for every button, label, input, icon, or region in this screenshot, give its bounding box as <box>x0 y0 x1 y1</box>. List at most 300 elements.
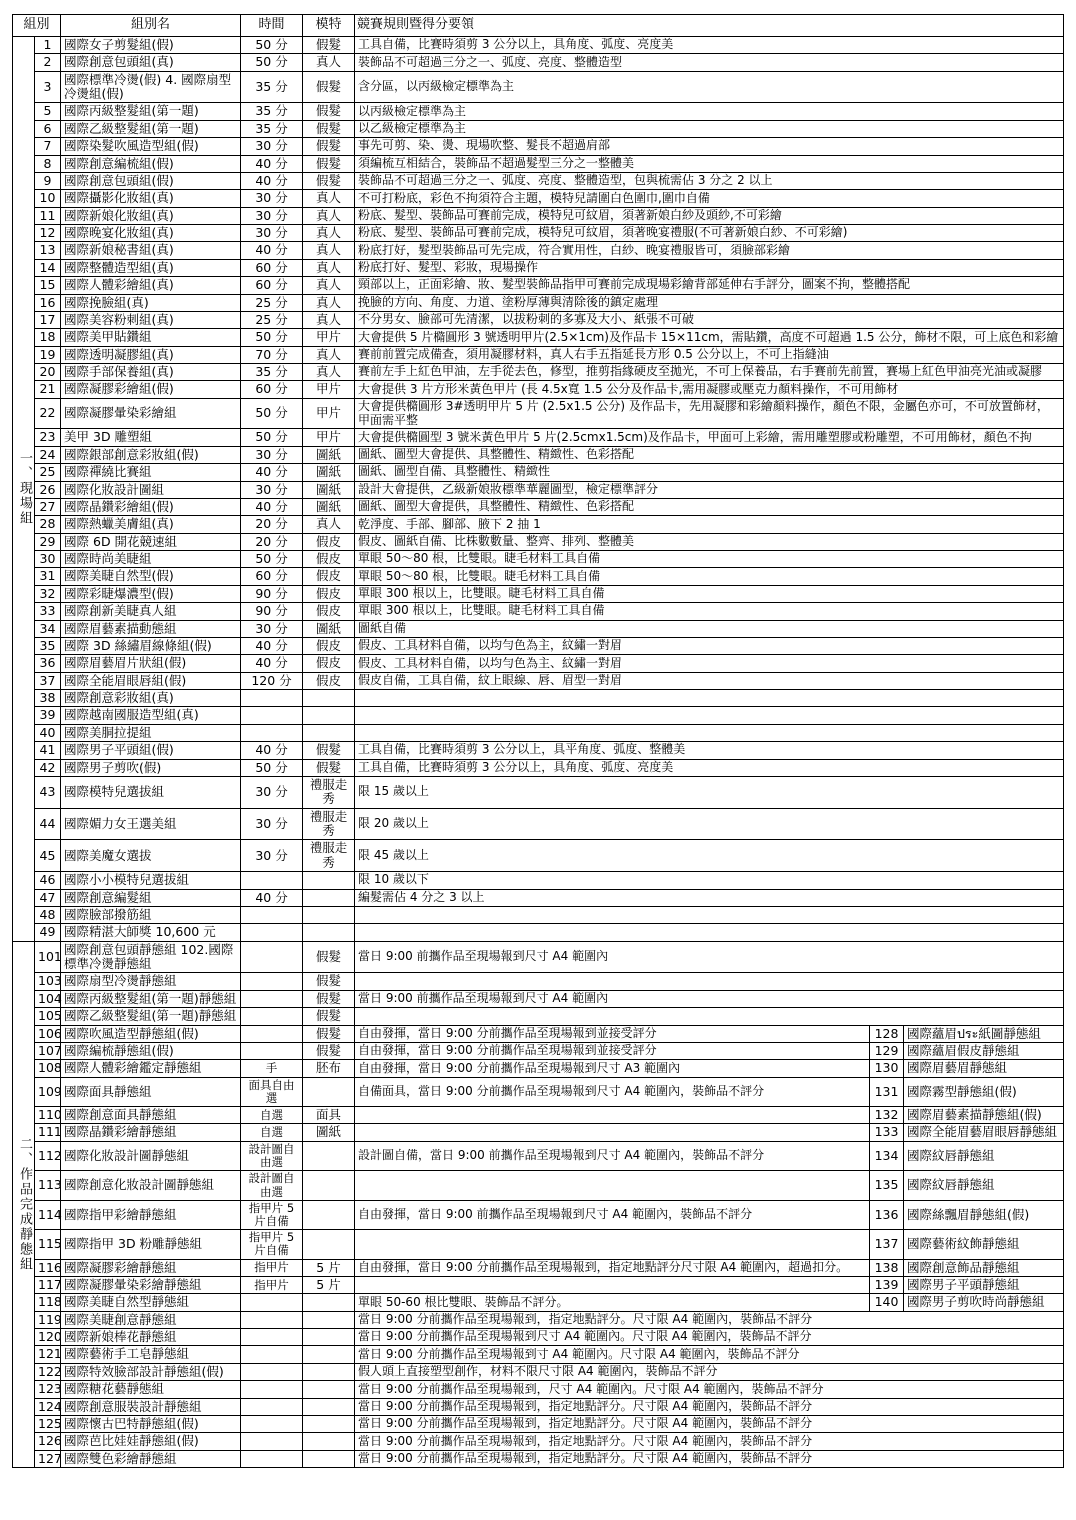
row-time <box>241 1329 303 1346</box>
table-row <box>13 568 1064 585</box>
row-rule: 自由發揮，當日 9:00 分前攜作品至現場報到並接受評分 <box>355 1025 870 1042</box>
row-no: 46 <box>35 872 61 889</box>
table-row <box>13 346 1064 363</box>
row-time: 60 分 <box>241 381 303 398</box>
row-time: 30 分 <box>241 620 303 637</box>
row-model: 假皮 <box>303 637 355 654</box>
row-no: 49 <box>35 924 61 941</box>
table-row <box>13 603 1064 620</box>
row-rule: 當日 9:00 分前攜作品至現場報到，尺寸 A4 範圍內。尺寸限 A4 範圍內，裝飾品不評分 <box>355 1381 1064 1398</box>
row-model <box>303 889 355 906</box>
row-model <box>303 1398 355 1415</box>
row-model <box>303 924 355 941</box>
table-row <box>13 446 1064 463</box>
row-rule <box>355 906 1064 923</box>
row-model: 5 片 <box>303 1259 355 1276</box>
row-no: 115 <box>35 1230 61 1259</box>
row-no: 125 <box>35 1415 61 1432</box>
row-time: 60 分 <box>241 568 303 585</box>
table-row <box>13 1329 1064 1346</box>
row-no: 39 <box>35 707 61 724</box>
row-rule: 以丙級檢定標準為主 <box>355 103 1064 120</box>
table-row <box>13 690 1064 707</box>
row-name: 美甲 3D 雕塑組 <box>61 429 241 446</box>
row-rule: 須編梳互相結合，裝飾品不超過髮型三分之一整體美 <box>355 155 1064 172</box>
row-time: 30 分 <box>241 225 303 242</box>
row-no: 44 <box>35 808 61 840</box>
header-model: 模特 <box>303 15 355 37</box>
row-rule: 假人頭上直接塑型創作，材料不限尺寸限 A4 範圍內，裝飾品不評分 <box>355 1363 1064 1380</box>
row-rule: 粉底打好、髮型、彩妝，現場操作 <box>355 259 1064 276</box>
row-model: 甲片 <box>303 398 355 429</box>
row-no: 107 <box>35 1042 61 1059</box>
row-time <box>241 1363 303 1380</box>
row-model: 假髮 <box>303 155 355 172</box>
table-row <box>13 242 1064 259</box>
row-no: 14 <box>35 259 61 276</box>
row-rule: 粉底、髮型、裝飾品可賽前完成，模特兒可紋眉，須著新娘白紗及頭紗,不可彩繪 <box>355 207 1064 224</box>
table-row <box>13 398 1064 429</box>
row-extra-name: 國際藝術紋飾靜態組 <box>904 1230 1064 1259</box>
row-rule: 自由發揮，當日 9:00 前攜作品至現場報到尺寸 A4 範圍內，裝飾品不評分 <box>355 1200 870 1229</box>
row-time: 35 分 <box>241 71 303 103</box>
row-extra-name: 國際眉藝素描靜態組(假) <box>904 1107 1064 1124</box>
row-rule: 賽前前置完成備查，須用凝膠材料，真人右手五指延長方形 0.5 公分以上，不可上指縫油 <box>355 346 1064 363</box>
row-name: 國際晶鑽彩繪靜態組 <box>61 1124 241 1141</box>
row-rule: 自由發揮，當日 9:00 分前攜作品至現場報到，指定地點評分尺寸限 A4 範圍內，超過扣分。 <box>355 1259 870 1276</box>
row-time <box>241 724 303 741</box>
row-rule: 限 45 歲以上 <box>355 840 1064 872</box>
row-extra-no: 139 <box>870 1276 904 1293</box>
row-time: 指甲片 5 片自備 <box>241 1200 303 1229</box>
table-row <box>13 155 1064 172</box>
row-model: 真人 <box>303 54 355 71</box>
row-name: 國際乙級整髮組(第一題)靜態組 <box>61 1008 241 1025</box>
row-name: 國際彩睫爆濃型(假) <box>61 585 241 602</box>
row-time: 40 分 <box>241 889 303 906</box>
row-rule: 假皮、工具材料自備，以均勻色為主、紋繡一對眉 <box>355 655 1064 672</box>
row-name: 國際創意包頭組(假) <box>61 172 241 189</box>
row-time: 60 分 <box>241 259 303 276</box>
row-model: 假皮 <box>303 585 355 602</box>
row-model: 甲片 <box>303 381 355 398</box>
row-no: 13 <box>35 242 61 259</box>
row-rule: 設計大會提供，乙級新娘妝標準華麗圖型，檢定標準評分 <box>355 481 1064 498</box>
row-no: 121 <box>35 1346 61 1363</box>
row-model: 真人 <box>303 259 355 276</box>
row-rule: 單眼 300 根以上，比雙眼。睫毛材料工具自備 <box>355 585 1064 602</box>
row-time: 90 分 <box>241 585 303 602</box>
row-no: 126 <box>35 1433 61 1450</box>
row-model: 假髮 <box>303 941 355 973</box>
row-extra-no: 135 <box>870 1171 904 1200</box>
row-model: 假髮 <box>303 742 355 759</box>
row-extra-name: 國際創意飾品靜態組 <box>904 1259 1064 1276</box>
row-name: 國際創意化妝設計圖靜態組 <box>61 1171 241 1200</box>
row-time: 50 分 <box>241 329 303 346</box>
row-rule: 自由發揮，當日 9:00 分前攜作品至現場報到尺寸 A3 範圍內 <box>355 1060 870 1077</box>
row-extra-no: 133 <box>870 1124 904 1141</box>
row-rule: 當日 9:00 分前攜作品至現場報到寸 A4 範圍內。尺寸限 A4 範圍內，裝飾品不評分 <box>355 1346 1064 1363</box>
row-model: 胚布 <box>303 1060 355 1077</box>
row-model: 圖紙 <box>303 464 355 481</box>
row-name: 國際芭比娃娃靜態組(假) <box>61 1433 241 1450</box>
row-rule: 裝飾品不可超過三分之一、弧度、亮度、整體造型 <box>355 54 1064 71</box>
row-no: 112 <box>35 1141 61 1170</box>
row-name: 國際透明凝膠組(真) <box>61 346 241 363</box>
row-no: 116 <box>35 1259 61 1276</box>
row-name: 國際時尚美睫組 <box>61 551 241 568</box>
row-rule: 單眼 50～80 根，比雙眼。睫毛材料工具自備 <box>355 551 1064 568</box>
row-model: 假皮 <box>303 551 355 568</box>
row-extra-name: 國際男子剪吹時尚靜態組 <box>904 1294 1064 1311</box>
row-no: 101 <box>35 941 61 973</box>
row-model: 假髮 <box>303 36 355 53</box>
table-row <box>13 277 1064 294</box>
row-model: 真人 <box>303 225 355 242</box>
row-time: 60 分 <box>241 277 303 294</box>
row-model: 假皮 <box>303 655 355 672</box>
row-model <box>303 1346 355 1363</box>
row-no: 47 <box>35 889 61 906</box>
row-no: 6 <box>35 120 61 137</box>
table-row <box>13 906 1064 923</box>
row-no: 103 <box>35 973 61 990</box>
row-name: 國際丙級整髮組(第一題) <box>61 103 241 120</box>
table-row <box>13 551 1064 568</box>
row-rule: 假皮自備，工具自備，紋上眼線、唇、眉型一對眉 <box>355 672 1064 689</box>
table-row <box>13 464 1064 481</box>
row-no: 23 <box>35 429 61 446</box>
row-model <box>303 1363 355 1380</box>
row-no: 10 <box>35 190 61 207</box>
row-model: 5 片 <box>303 1276 355 1293</box>
row-no: 17 <box>35 311 61 328</box>
row-no: 8 <box>35 155 61 172</box>
row-name: 國際男子剪吹(假) <box>61 759 241 776</box>
row-name: 國際指甲彩繪靜態組 <box>61 1200 241 1229</box>
table-row <box>13 1311 1064 1328</box>
row-no: 111 <box>35 1124 61 1141</box>
row-no: 26 <box>35 481 61 498</box>
row-name: 國際創意彩妝組(真) <box>61 690 241 707</box>
row-time: 自選 <box>241 1107 303 1124</box>
row-model: 假髮 <box>303 120 355 137</box>
header-name: 組別名 <box>61 15 241 37</box>
row-rule: 圖紙、圖型大會提供、具整體性、精緻性、色彩搭配 <box>355 446 1064 463</box>
row-time: 40 分 <box>241 172 303 189</box>
table-row <box>13 364 1064 381</box>
row-time: 40 分 <box>241 655 303 672</box>
row-no: 30 <box>35 551 61 568</box>
row-model: 圖紙 <box>303 446 355 463</box>
row-no: 106 <box>35 1025 61 1042</box>
row-name: 國際手部保養組(真) <box>61 364 241 381</box>
row-name: 國際媚力女王選美組 <box>61 808 241 840</box>
row-rule: 大會提供橢圓型 3 號米黃色甲片 5 片(2.5cmx1.5cm)及作品卡，甲面可上彩繪，需用雕塑膠或粉雕塑，不可用飾材，顏色不拘 <box>355 429 1064 446</box>
row-time: 自選 <box>241 1124 303 1141</box>
row-rule: 自備面具，當日 9:00 分前攜作品至現場報到尺寸 A4 範圍內，裝飾品不評分 <box>355 1077 870 1106</box>
row-no: 27 <box>35 498 61 515</box>
row-model <box>303 1294 355 1311</box>
row-time <box>241 1398 303 1415</box>
table-row <box>13 1141 1064 1170</box>
table-row <box>13 259 1064 276</box>
table-row <box>13 429 1064 446</box>
row-model: 真人 <box>303 364 355 381</box>
row-model: 圖紙 <box>303 498 355 515</box>
row-model <box>303 1381 355 1398</box>
row-rule <box>355 690 1064 707</box>
row-model <box>303 872 355 889</box>
row-model: 假髮 <box>303 138 355 155</box>
table-row <box>13 311 1064 328</box>
row-name: 國際禪繞比賽組 <box>61 464 241 481</box>
row-name: 國際懷古巴特靜態組(假) <box>61 1415 241 1432</box>
table-row <box>13 1433 1064 1450</box>
table-row <box>13 498 1064 515</box>
row-model <box>303 690 355 707</box>
row-model: 禮服走秀 <box>303 776 355 808</box>
row-no: 113 <box>35 1171 61 1200</box>
row-no: 3 <box>35 71 61 103</box>
table-row <box>13 1276 1064 1293</box>
row-model <box>303 1171 355 1200</box>
header-section: 組別 <box>13 15 61 37</box>
row-rule: 大會提供 5 片橢圓形 3 號透明甲片(2.5×1cm)及作品卡 15×11cm，需貼鑽，高度不可超過 1.5 公分，飾材不限，可上底色和彩繪 <box>355 329 1064 346</box>
row-model: 圖紙 <box>303 1124 355 1141</box>
row-rule: 工具自備，比賽時須剪 3 公分以上，具平角度、弧度、整體美 <box>355 742 1064 759</box>
row-model <box>303 1311 355 1328</box>
row-name: 國際臉部撥筋組 <box>61 906 241 923</box>
row-name: 國際美睫自然型(假) <box>61 568 241 585</box>
row-model <box>303 906 355 923</box>
row-time: 指甲片 <box>241 1276 303 1293</box>
row-model: 假髮 <box>303 1008 355 1025</box>
row-rule: 乾淨度、手部、腳部、腋下 2 抽 1 <box>355 516 1064 533</box>
row-model: 假皮 <box>303 533 355 550</box>
row-model: 禮服走秀 <box>303 808 355 840</box>
row-time: 35 分 <box>241 103 303 120</box>
row-time <box>241 872 303 889</box>
row-time: 90 分 <box>241 603 303 620</box>
row-model <box>303 1433 355 1450</box>
table-row <box>13 190 1064 207</box>
table-row <box>13 742 1064 759</box>
row-name: 國際人體彩繪鑑定靜態組 <box>61 1060 241 1077</box>
row-time <box>241 1042 303 1059</box>
table-row <box>13 533 1064 550</box>
row-extra-name: 國際霧型靜態組(假) <box>904 1077 1064 1106</box>
row-time: 面具自由選 <box>241 1077 303 1106</box>
row-name: 國際創意面具靜態組 <box>61 1107 241 1124</box>
row-name: 國際化妝設計圖組 <box>61 481 241 498</box>
row-name: 國際標準冷燙(假) 4. 國際扇型冷燙組(假) <box>61 71 241 103</box>
table-row <box>13 620 1064 637</box>
row-no: 25 <box>35 464 61 481</box>
row-no: 28 <box>35 516 61 533</box>
table-row <box>13 1450 1064 1467</box>
row-no: 21 <box>35 381 61 398</box>
row-model: 真人 <box>303 242 355 259</box>
table-row <box>13 889 1064 906</box>
row-extra-name: 國際眉藝眉靜態組 <box>904 1060 1064 1077</box>
row-name: 國際新娘棒花靜態組 <box>61 1329 241 1346</box>
row-name: 國際美胴拉提組 <box>61 724 241 741</box>
row-rule: 假皮、圖紙自備、比株數數量、整齊、排列、整體美 <box>355 533 1064 550</box>
table-row <box>13 1346 1064 1363</box>
row-time: 40 分 <box>241 637 303 654</box>
row-name: 國際雙色彩繪靜態組 <box>61 1450 241 1467</box>
row-model: 真人 <box>303 516 355 533</box>
row-time <box>241 1025 303 1042</box>
table-row <box>13 1124 1064 1141</box>
row-rule: 圖紙、圖型大會提供，具整體性、精緻性、色彩搭配 <box>355 498 1064 515</box>
row-rule: 當日 9:00 分前攜作品至現場報到，指定地點評分。尺寸限 A4 範圍內，裝飾品不評分 <box>355 1398 1064 1415</box>
row-rule: 自由發揮，當日 9:00 分前攜作品至現場報到並接受評分 <box>355 1042 870 1059</box>
row-name: 國際乙級整髮組(第一題) <box>61 120 241 137</box>
row-extra-name: 國際紋唇靜態組 <box>904 1141 1064 1170</box>
table-row <box>13 1363 1064 1380</box>
row-model: 甲片 <box>303 429 355 446</box>
row-no: 105 <box>35 1008 61 1025</box>
row-no: 31 <box>35 568 61 585</box>
row-model <box>303 1450 355 1467</box>
row-model <box>303 1230 355 1259</box>
row-time <box>241 1346 303 1363</box>
row-rule <box>355 1276 870 1293</box>
row-model: 假髮 <box>303 973 355 990</box>
row-model <box>303 707 355 724</box>
row-extra-no: 131 <box>870 1077 904 1106</box>
row-no: 18 <box>35 329 61 346</box>
table-row <box>13 724 1064 741</box>
row-no: 32 <box>35 585 61 602</box>
row-no: 43 <box>35 776 61 808</box>
table-row <box>13 1025 1064 1042</box>
row-time <box>241 1415 303 1432</box>
row-rule: 事先可剪、染、燙、現場吹整、髮長不超過肩部 <box>355 138 1064 155</box>
table-row <box>13 1230 1064 1259</box>
table-row <box>13 225 1064 242</box>
row-time: 50 分 <box>241 54 303 71</box>
row-name: 國際美甲貼鑽組 <box>61 329 241 346</box>
row-model: 真人 <box>303 190 355 207</box>
row-extra-name: 國際蘊眉假皮靜態組 <box>904 1042 1064 1059</box>
table-row <box>13 1398 1064 1415</box>
table-row <box>13 655 1064 672</box>
row-time <box>241 1450 303 1467</box>
row-rule <box>355 1107 870 1124</box>
row-rule: 裝飾品不可超過三分之一、弧度、亮度、整體造型，包與梳需佔 3 分之 2 以上 <box>355 172 1064 189</box>
row-rule: 限 20 歲以上 <box>355 808 1064 840</box>
row-no: 108 <box>35 1060 61 1077</box>
row-rule: 大會提供橢圓形 3#透明甲片 5 片 (2.5x1.5 公分) 及作品卡，先用凝膠和彩繪顏料操作，顏色不限，金屬色亦可，不可放置飾材，甲面需平整 <box>355 398 1064 429</box>
section-label-1: 一、現場組 <box>13 36 35 941</box>
row-no: 104 <box>35 990 61 1007</box>
row-name: 國際整體造型組(真) <box>61 259 241 276</box>
table-row <box>13 329 1064 346</box>
row-rule: 含分區，以丙級檢定標準為主 <box>355 71 1064 103</box>
row-model: 圖紙 <box>303 481 355 498</box>
row-rule: 粉底打好，髮型裝飾品可先完成，符合實用性，白紗、晚宴禮服皆可，須臉部彩繪 <box>355 242 1064 259</box>
row-rule <box>355 707 1064 724</box>
row-time: 40 分 <box>241 464 303 481</box>
row-extra-name: 國際男子平頭靜態組 <box>904 1276 1064 1293</box>
row-model <box>303 1415 355 1432</box>
table-row <box>13 1060 1064 1077</box>
row-name: 國際吹風造型靜態組(假) <box>61 1025 241 1042</box>
table-body <box>13 15 1064 1468</box>
row-rule <box>355 973 1064 990</box>
row-extra-name: 國際蘊眉ประ紙圖靜態組 <box>904 1025 1064 1042</box>
table-row <box>13 481 1064 498</box>
row-name: 國際新娘化妝組(真) <box>61 207 241 224</box>
row-model: 假皮 <box>303 672 355 689</box>
row-time: 50 分 <box>241 36 303 53</box>
row-name: 國際丙級整髮組(第一題)靜態組 <box>61 990 241 1007</box>
row-time <box>241 906 303 923</box>
row-name: 國際創意編髮組 <box>61 889 241 906</box>
table-header-row <box>13 15 1064 37</box>
row-extra-name: 國際紋唇靜態組 <box>904 1171 1064 1200</box>
row-extra-no: 138 <box>870 1259 904 1276</box>
table-row <box>13 516 1064 533</box>
row-no: 38 <box>35 690 61 707</box>
competition-table <box>12 14 1064 1468</box>
table-row <box>13 776 1064 808</box>
row-no: 119 <box>35 1311 61 1328</box>
row-model: 假髮 <box>303 1025 355 1042</box>
row-rule: 限 10 歲以下 <box>355 872 1064 889</box>
table-row <box>13 585 1064 602</box>
row-name: 國際指甲 3D 粉雕靜態組 <box>61 1230 241 1259</box>
row-model <box>303 724 355 741</box>
row-no: 7 <box>35 138 61 155</box>
table-row <box>13 36 1064 53</box>
row-time: 20 分 <box>241 516 303 533</box>
row-name: 國際化妝設計圖靜態組 <box>61 1141 241 1170</box>
row-no: 117 <box>35 1276 61 1293</box>
row-extra-name: 國際全能眉藝眉眼唇靜態組 <box>904 1124 1064 1141</box>
table-row <box>13 294 1064 311</box>
row-name: 國際模特兒選拔組 <box>61 776 241 808</box>
row-time: 40 分 <box>241 155 303 172</box>
table-row <box>13 1008 1064 1025</box>
table-row <box>13 54 1064 71</box>
row-rule: 工具自備，比賽時須剪 3 公分以上，具角度、弧度、亮度美 <box>355 759 1064 776</box>
row-time: 30 分 <box>241 840 303 872</box>
row-model: 真人 <box>303 207 355 224</box>
table-row <box>13 207 1064 224</box>
table-row <box>13 1381 1064 1398</box>
table-row <box>13 707 1064 724</box>
row-time <box>241 1294 303 1311</box>
row-name: 國際晶鑽彩繪組(假) <box>61 498 241 515</box>
row-no: 24 <box>35 446 61 463</box>
row-name: 國際小小模特兒選拔組 <box>61 872 241 889</box>
row-time: 30 分 <box>241 190 303 207</box>
row-time: 70 分 <box>241 346 303 363</box>
table-row <box>13 941 1064 973</box>
row-time <box>241 707 303 724</box>
table-row <box>13 1294 1064 1311</box>
row-rule: 當日 9:00 分前攜作品至現場報到，指定地點評分。尺寸限 A4 範圍內，裝飾品不評分 <box>355 1311 1064 1328</box>
row-name: 國際扇型冷燙靜態組 <box>61 973 241 990</box>
row-rule: 挽臉的方向、角度、力道、塗粉厚薄與清除後的鎮定處理 <box>355 294 1064 311</box>
row-time <box>241 941 303 973</box>
row-name: 國際 6D 開花競速組 <box>61 533 241 550</box>
